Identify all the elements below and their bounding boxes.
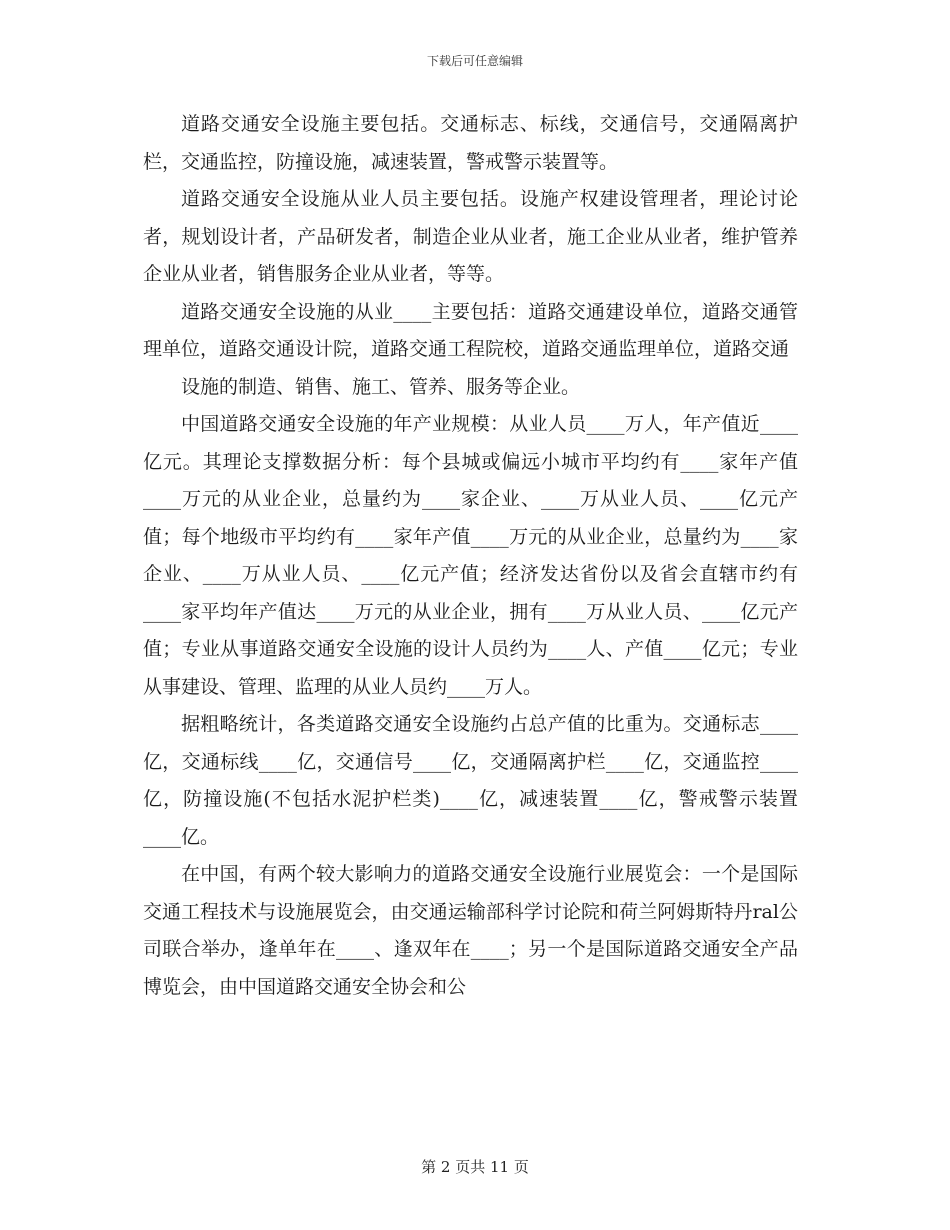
paragraph-3: 道路交通安全设施的从业____主要包括：道路交通建设单位，道路交通管理单位，道路交通设计院，道路交通工程院校，道路交通监理单位，道路交通 [143, 300, 798, 360]
paragraph-6: 据粗略统计，各类道路交通安全设施约占总产值的比重为。交通标志____亿，交通标线____亿，交通信号____亿，交通隔离护栏____亿，交通监控____亿，防撞设施(不包括水泥护栏类)____亿，减速装置____亿，警戒警示装置____亿。 [143, 713, 798, 848]
document-body [143, 106, 798, 1006]
page-header: 下载后可任意编辑 [426, 54, 523, 68]
page-footer: 第 2 页共 11 页 [421, 1158, 529, 1176]
paragraph-4: 设施的制造、销售、施工、管养、服务等企业。 [181, 375, 581, 398]
paragraph-7: 在中国，有两个较大影响力的道路交通安全设施行业展览会：一个是国际交通工程技术与设施展览会，由交通运输部科学讨论院和荷兰阿姆斯特丹ral公司联合举办，逢单年在____、逢双年在____；另一个是国际道路交通安全产品博览会，由中国道路交通安全协会和公 [143, 863, 798, 998]
paragraph-1: 道路交通安全设施主要包括。交通标志、标线，交通信号，交通隔离护栏，交通监控，防撞设施，减速装置，警戒警示装置等。 [143, 113, 798, 173]
paragraph-2: 道路交通安全设施从业人员主要包括。设施产权建设管理者，理论讨论者，规划设计者，产品研发者，制造企业从业者，施工企业从业者，维护管养企业从业者，销售服务企业从业者，等等。 [143, 188, 798, 285]
paragraph-5: 中国道路交通安全设施的年产业规模：从业人员____万人，年产值近____亿元。其理论支撑数据分析：每个县城或偏远小城市平均约有____家年产值____万元的从业企业，总量约为____家企业、____万从业人员、____亿元产值；每个地级市平均约有____家年产值____万元的从业企业，总量约为____家企业、____万从业人员、____亿元产值；经济发达省份以及省会直辖市约有____家平均年产值达____万元的从业企业，拥有____万从业人员、____亿元产值；专业从事道路交通安全设施的设计人员约为____人、产值____亿元；专业从事建设、管理、监理的从业人员约____万人。 [143, 413, 798, 698]
